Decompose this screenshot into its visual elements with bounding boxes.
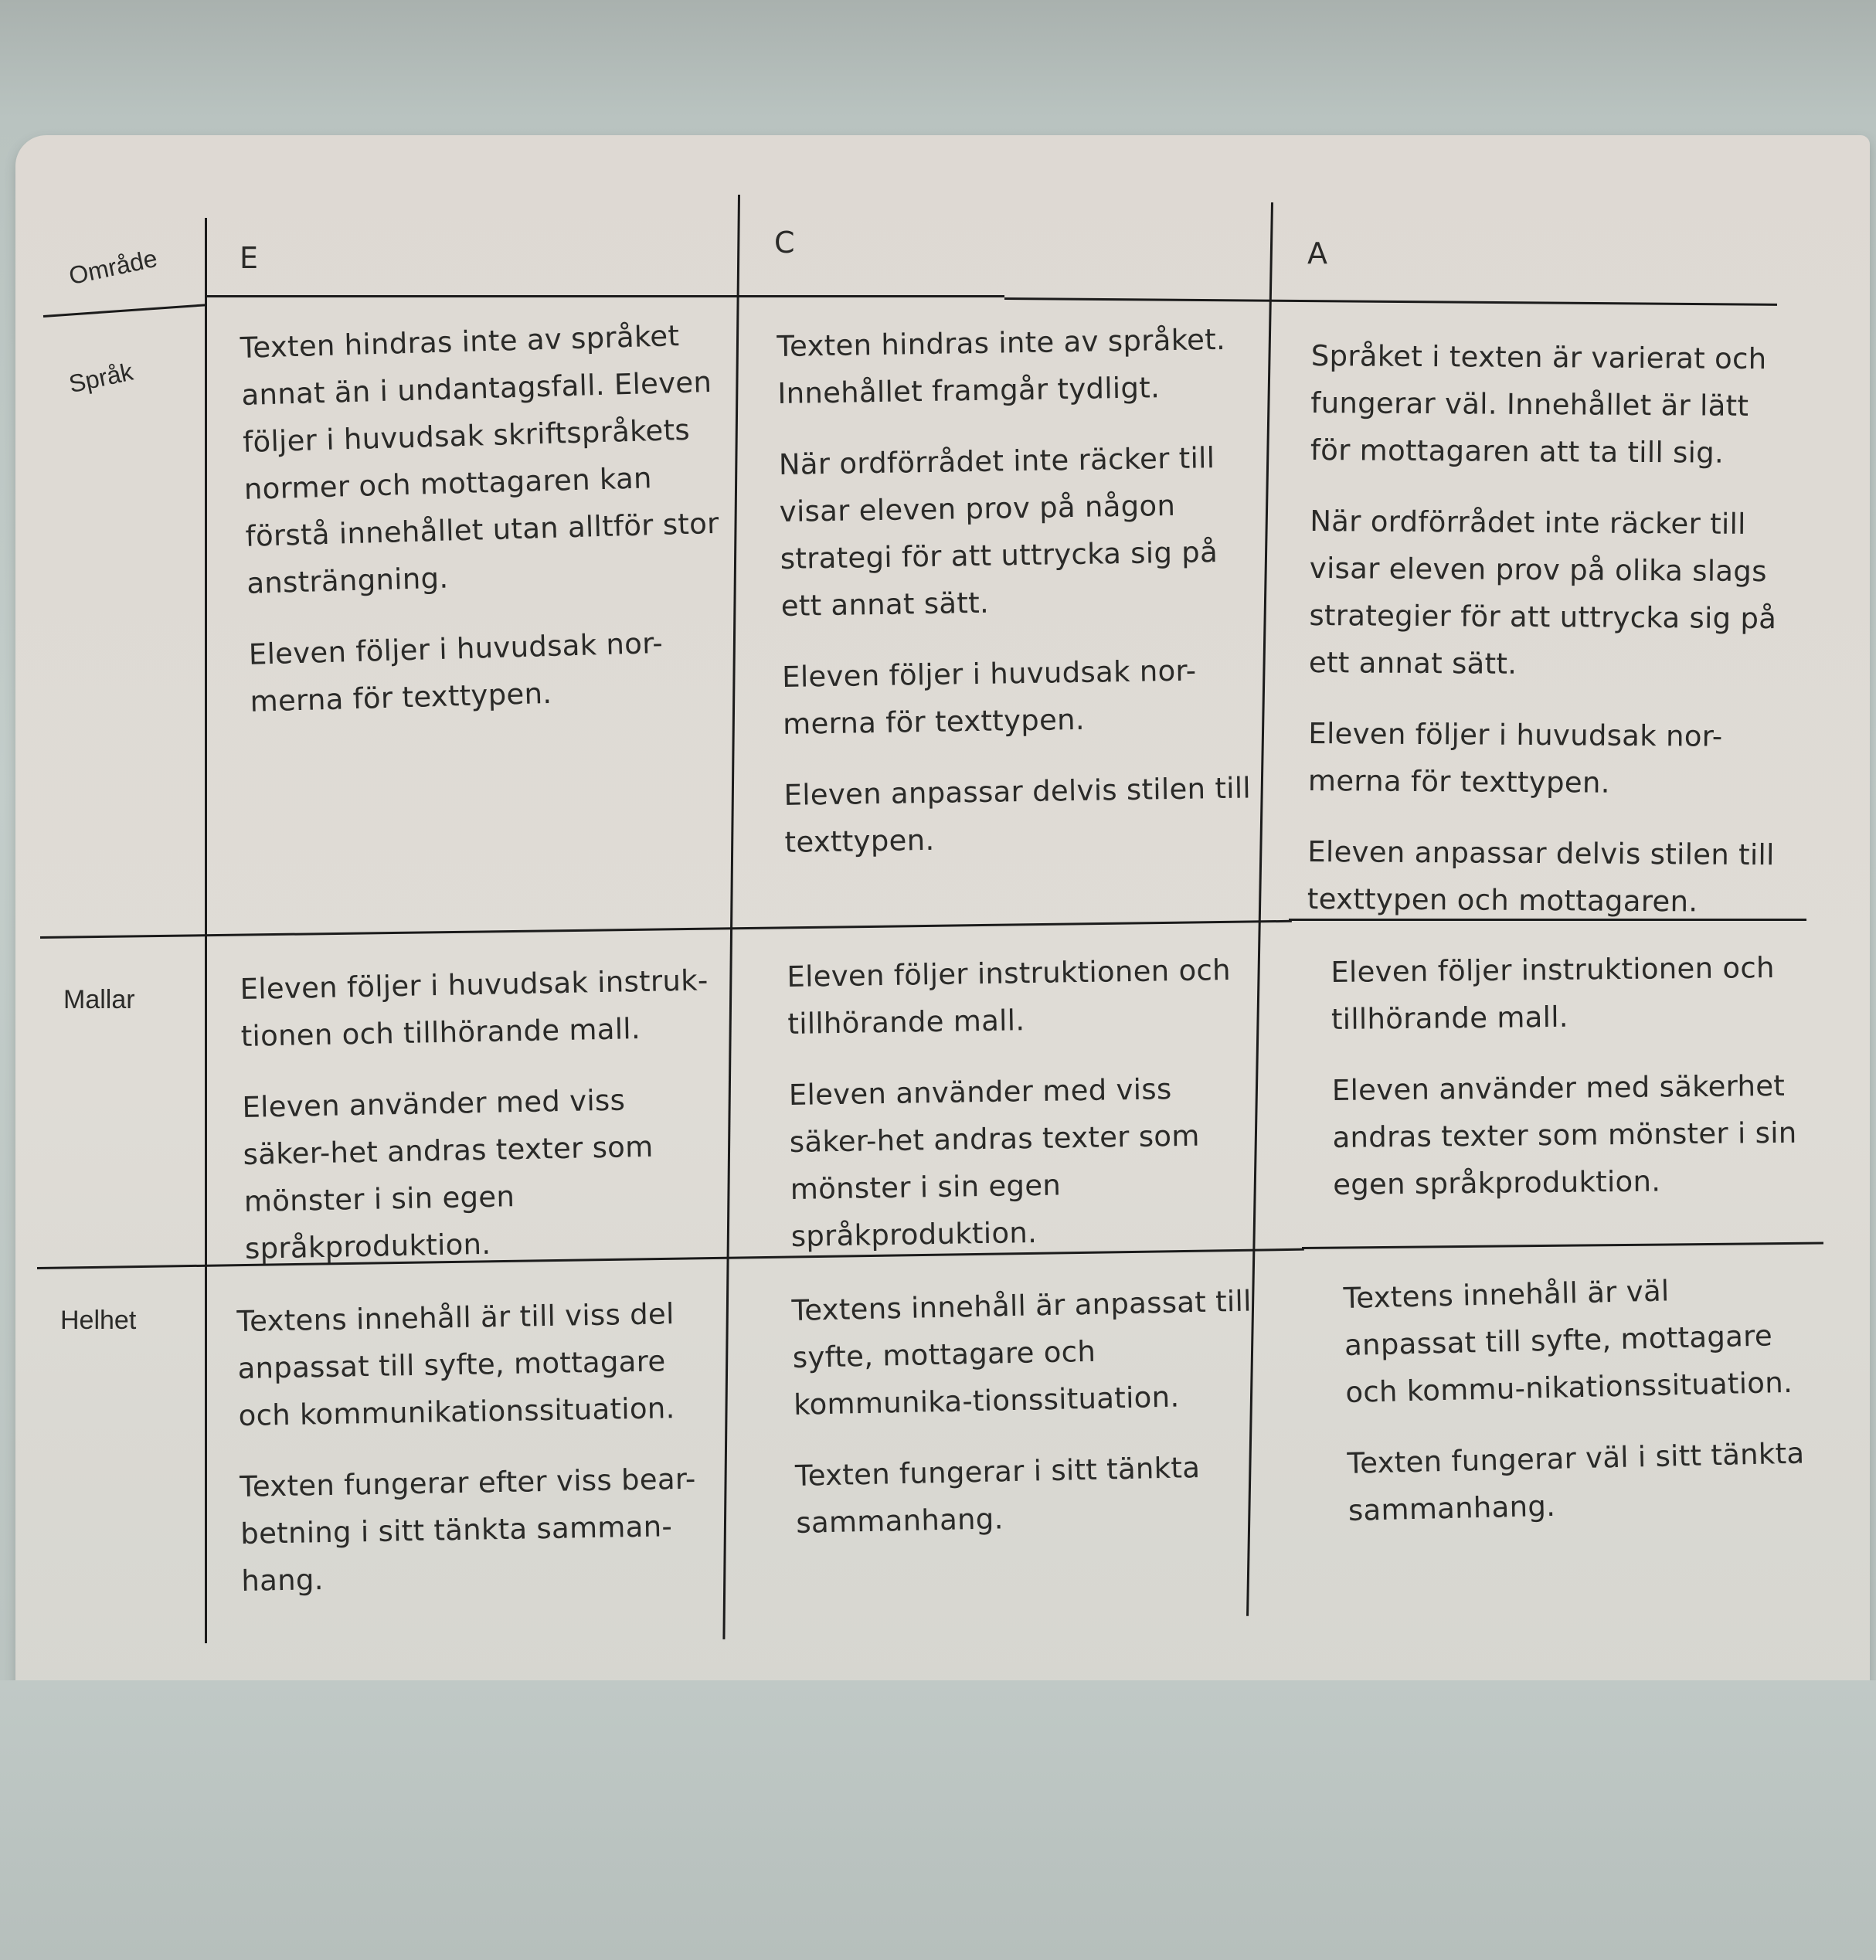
header-rule <box>205 295 1004 297</box>
cell-paragraph: Eleven anpassar delvis stilen till texttypen. <box>783 771 1252 859</box>
column-header-a: A <box>1307 236 1327 270</box>
page-shadow <box>0 1680 1876 1960</box>
cell-paragraph: Eleven följer i huvudsak nor-merna för texttypen. <box>1307 716 1723 800</box>
cell-paragraph: Textens innehåll är anpassat till syfte, mottagare och kommunika-tionssituation. <box>791 1284 1252 1422</box>
cell-sprak-e <box>240 311 730 749</box>
cell-paragraph: Eleven använder med viss säker-het andras texter som mönster i sin egen språkproduktion. <box>788 1072 1200 1253</box>
column-header-e: E <box>240 241 259 275</box>
cell-mallar-e <box>240 956 725 1296</box>
cell-paragraph: När ordförrådet inte räcker till visar eleven prov på någon strategi för att uttrycka sig på ett annat sätt. <box>778 441 1218 623</box>
cell-paragraph: Eleven följer i huvudsak nor-merna för texttypen. <box>781 654 1197 741</box>
cell-helhet-e <box>236 1289 729 1629</box>
area-header: Område <box>66 243 160 290</box>
cell-paragraph: Språket i texten är varierat och fungerar väl. Innehållet är lätt för mottagaren att ta till sig. <box>1310 338 1767 470</box>
cell-paragraph: Texten hindras inte av språket. Innehållet framgår tydligt. <box>777 322 1226 410</box>
cell-paragraph: Texten hindras inte av språket annat än i undantagsfall. Eleven följer i huvudsak skriftspråkets normer och mottagaren kan förstå innehållet utan alltför stor ansträngning. <box>240 319 720 600</box>
row-label-sprak: Språk <box>66 357 136 399</box>
row-label-mallar: Mallar <box>63 985 135 1014</box>
cell-helhet-a <box>1343 1264 1813 1558</box>
cell-mallar-c <box>787 946 1271 1284</box>
cell-sprak-c <box>777 315 1264 890</box>
column-rule <box>205 218 207 1643</box>
cell-sprak-a <box>1307 332 1783 949</box>
cell-paragraph: Texten fungerar i sitt tänkta sammanhang. <box>794 1450 1201 1540</box>
cell-paragraph: Eleven följer i huvudsak instruk-tionen och tillhörande mall. <box>240 963 709 1053</box>
cell-paragraph: Eleven använder med viss säker-het andras texter som mönster i sin egen språkproduktion. <box>242 1083 654 1265</box>
cell-paragraph: Textens innehåll är till viss del anpassat till syfte, mottagare och kommunikationssituation. <box>236 1297 675 1432</box>
cell-paragraph: Eleven använder med säkerhet andras texter som mönster i sin egen språkproduktion. <box>1331 1068 1797 1201</box>
cell-paragraph: Texten fungerar efter viss bear-betning i sitt tänkta samman-hang. <box>239 1462 696 1598</box>
cell-paragraph: När ordförrådet inte räcker till visar eleven prov på olika slags strategier för att uttrycka sig på ett annat sätt. <box>1308 504 1777 681</box>
cell-paragraph: Eleven följer instruktionen och tillhörande mall. <box>1331 950 1775 1036</box>
cell-paragraph: Eleven anpassar delvis stilen till texttypen och mottagaren. <box>1307 834 1775 919</box>
cell-mallar-a <box>1331 944 1805 1232</box>
cell-paragraph: Textens innehåll är väl anpassat till syfte, mottagare och kommu-nikationssituation. <box>1343 1274 1793 1409</box>
cell-paragraph: Eleven följer i huvudsak nor-merna för texttypen. <box>248 626 664 718</box>
cell-helhet-c <box>791 1277 1284 1571</box>
cell-paragraph: Eleven följer instruktionen och tillhörande mall. <box>787 953 1232 1041</box>
column-header-c: C <box>774 226 795 260</box>
cell-paragraph: Texten fungerar väl i sitt tänkta sammanhang. <box>1347 1436 1805 1527</box>
row-label-helhet: Helhet <box>60 1306 137 1335</box>
